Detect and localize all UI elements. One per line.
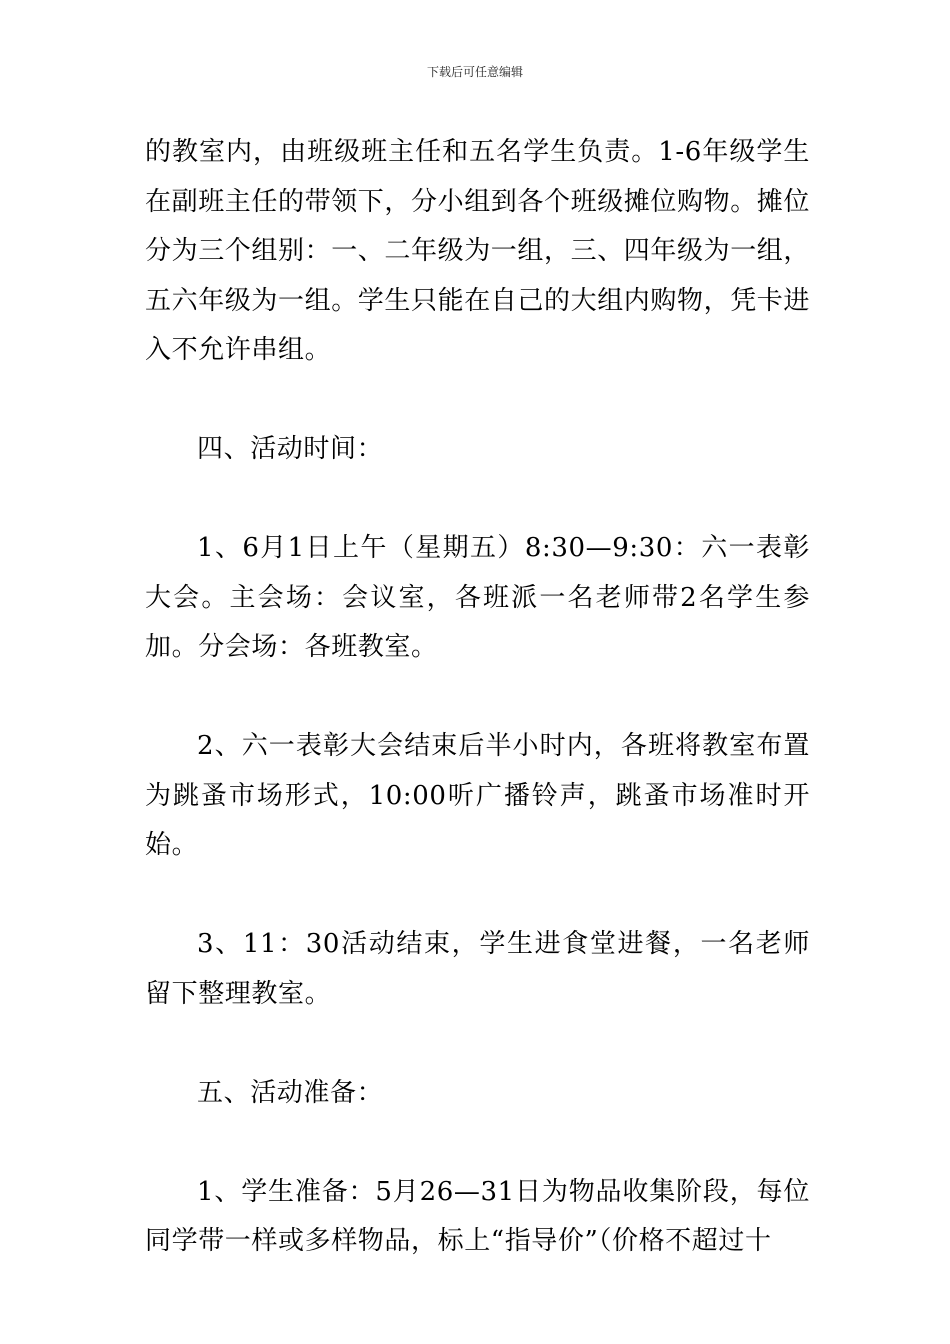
paragraph-spacer — [145, 1118, 810, 1168]
paragraph-spacer — [145, 871, 810, 921]
paragraph-preparation-item-1: 1、学生准备：5月26—31日为物品收集阶段，每位同学带一样或多样物品，标上“指导价”（价格不超过十 — [145, 1176, 810, 1256]
paragraph-spacer — [145, 376, 810, 426]
section-heading-activity-preparation: 五、活动准备： — [197, 1077, 384, 1108]
page-header: 下载后可任意编辑 — [426, 65, 523, 79]
paragraph-time-item-1: 1、6月1日上午（星期五）8:30—9:30：六一表彰大会。主会场：会议室，各班派一名老师带2名学生参加。分会场：各班教室。 — [145, 533, 810, 662]
paragraph-time-item-3: 3、11：30活动结束，学生进食堂进餐，一名老师留下整理教室。 — [145, 929, 810, 1009]
paragraph-spacer — [145, 1019, 810, 1069]
document-body — [145, 128, 810, 1267]
paragraph-time-item-2: 2、六一表彰大会结束后半小时内，各班将教室布置为跳蚤市场形式，10:00听广播铃声，跳蚤市场准时开始。 — [145, 731, 810, 860]
paragraph-spacer — [145, 475, 810, 525]
section-heading-activity-time: 四、活动时间： — [197, 434, 384, 464]
paragraph-spacer — [145, 673, 810, 723]
paragraph-continuation: 的教室内，由班级班主任和五名学生负责。1-6年级学生在副班主任的带领下，分小组到各个班级摊位购物。摊位分为三个组别：一、二年级为一组，三、四年级为一组，五六年级为一组。学生只能在自己的大组内购物，凭卡进入不允许串组。 — [145, 137, 811, 365]
